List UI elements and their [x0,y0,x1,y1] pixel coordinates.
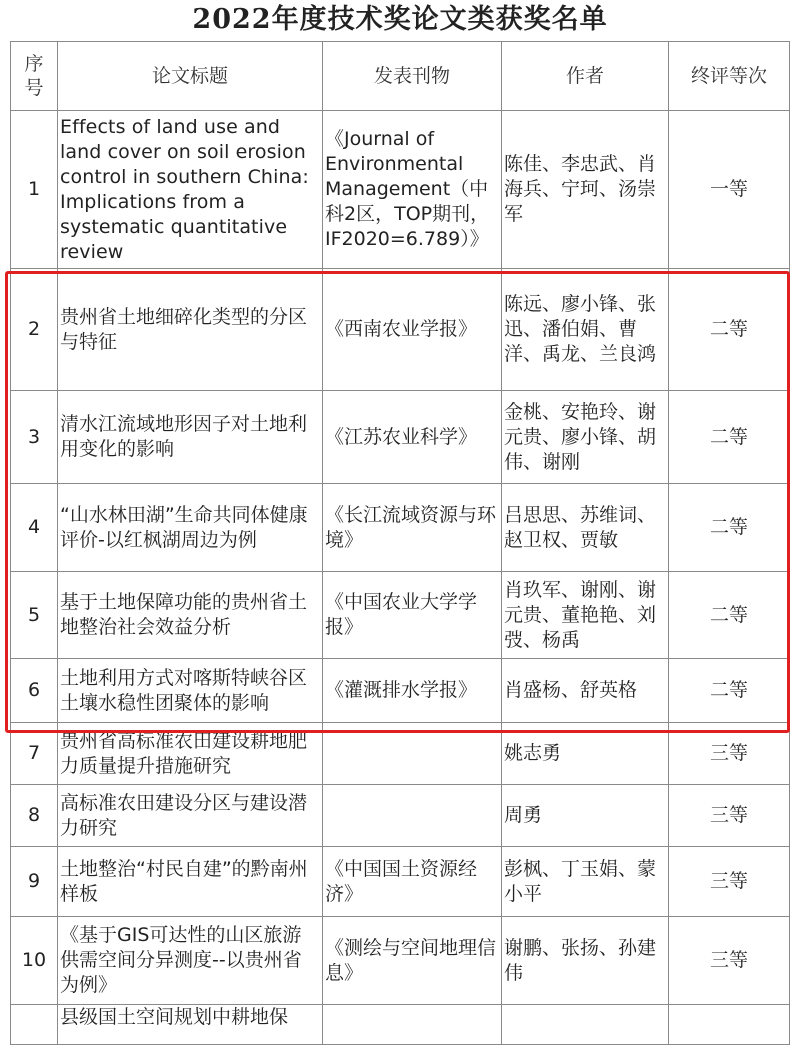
award-grade: 二等 [669,484,790,572]
award-grade: 三等 [669,723,790,785]
row-number: 6 [11,659,58,723]
paper-title: Effects of land use and land cover on soil erosion control in southern China: Implications from a systematic quantitative review [58,111,323,269]
authors: 肖盛杨、舒英格 [502,659,669,723]
header-authors: 作者 [502,42,669,111]
journal-name: 《长江流域资源与环境》 [323,484,502,572]
award-grade: 二等 [669,269,790,391]
award-grade: 二等 [669,572,790,659]
table-row [11,723,790,785]
header-row [11,42,790,111]
paper-title: 贵州省高标准农田建设耕地肥力质量提升措施研究 [58,723,323,785]
row-number: 7 [11,723,58,785]
journal-name [323,1005,502,1045]
table-row [11,785,790,847]
authors: 彭枫、丁玉娟、蒙小平 [502,847,669,917]
authors: 周勇 [502,785,669,847]
table-row [11,484,790,572]
row-number: 3 [11,391,58,484]
header-paper-title: 论文标题 [58,42,323,111]
table-row [11,572,790,659]
paper-title: 清水江流域地形因子对土地利用变化的影响 [58,391,323,484]
award-grade: 三等 [669,785,790,847]
table-row [11,111,790,269]
journal-name [323,785,502,847]
award-grade: 一等 [669,111,790,269]
header-journal: 发表刊物 [323,42,502,111]
journal-name [323,723,502,785]
row-number: 4 [11,484,58,572]
row-number [11,1005,58,1045]
row-number: 8 [11,785,58,847]
table-row [11,917,790,1005]
journal-name: 《西南农业学报》 [323,269,502,391]
journal-name: 《中国国土资源经济》 [323,847,502,917]
authors: 姚志勇 [502,723,669,785]
award-grade: 三等 [669,847,790,917]
award-grade: 二等 [669,659,790,723]
journal-name: 《Journal of Environmental Management（中科2区，TOP期刊，IF2020=6.789）》 [323,111,502,269]
table-row [11,847,790,917]
row-number: 2 [11,269,58,391]
document-title: 2022年度技术奖论文类获奖名单 [192,4,608,35]
row-number: 1 [11,111,58,269]
row-number: 10 [11,917,58,1005]
paper-title: “山水林田湖”生命共同体健康评价-以红枫湖周边为例 [58,484,323,572]
authors: 金桃、安艳玲、谢元贵、廖小锋、胡伟、谢刚 [502,391,669,484]
table-row [11,391,790,484]
award-grade: 二等 [669,391,790,484]
award-grade [669,1005,790,1045]
authors: 肖玖军、谢刚、谢元贵、董艳艳、刘弢、杨禹 [502,572,669,659]
authors [502,1005,669,1045]
award-grade: 三等 [669,917,790,1005]
paper-title: 基于土地保障功能的贵州省土地整治社会效益分析 [58,572,323,659]
paper-title: 贵州省土地细碎化类型的分区与特征 [58,269,323,391]
table-row [11,1005,790,1045]
journal-name: 《江苏农业科学》 [323,391,502,484]
journal-name: 《灌溉排水学报》 [323,659,502,723]
paper-title: 县级国土空间规划中耕地保 [58,1005,323,1045]
table-row [11,659,790,723]
journal-name: 《中国农业大学学报》 [323,572,502,659]
authors: 陈佳、李忠武、肖海兵、宁珂、汤崇军 [502,111,669,269]
authors: 谢鹏、张扬、孙建伟 [502,917,669,1005]
paper-title: 土地整治“村民自建”的黔南州样板 [58,847,323,917]
authors: 陈远、廖小锋、张迅、潘伯娟、曹洋、禹龙、兰良鸿 [502,269,669,391]
journal-name: 《测绘与空间地理信息》 [323,917,502,1005]
header-grade: 终评等次 [669,42,790,111]
authors: 吕思思、苏维词、赵卫权、贾敏 [502,484,669,572]
table-row [11,269,790,391]
row-number: 5 [11,572,58,659]
header-no: 序 号 [11,42,58,111]
paper-title: 高标准农田建设分区与建设潜力研究 [58,785,323,847]
row-number: 9 [11,847,58,917]
awards-table [10,41,790,1045]
paper-title: 土地利用方式对喀斯特峡谷区土壤水稳性团聚体的影响 [58,659,323,723]
paper-title: 《基于GIS可达性的山区旅游供需空间分异测度--以贵州省为例》 [58,917,323,1005]
